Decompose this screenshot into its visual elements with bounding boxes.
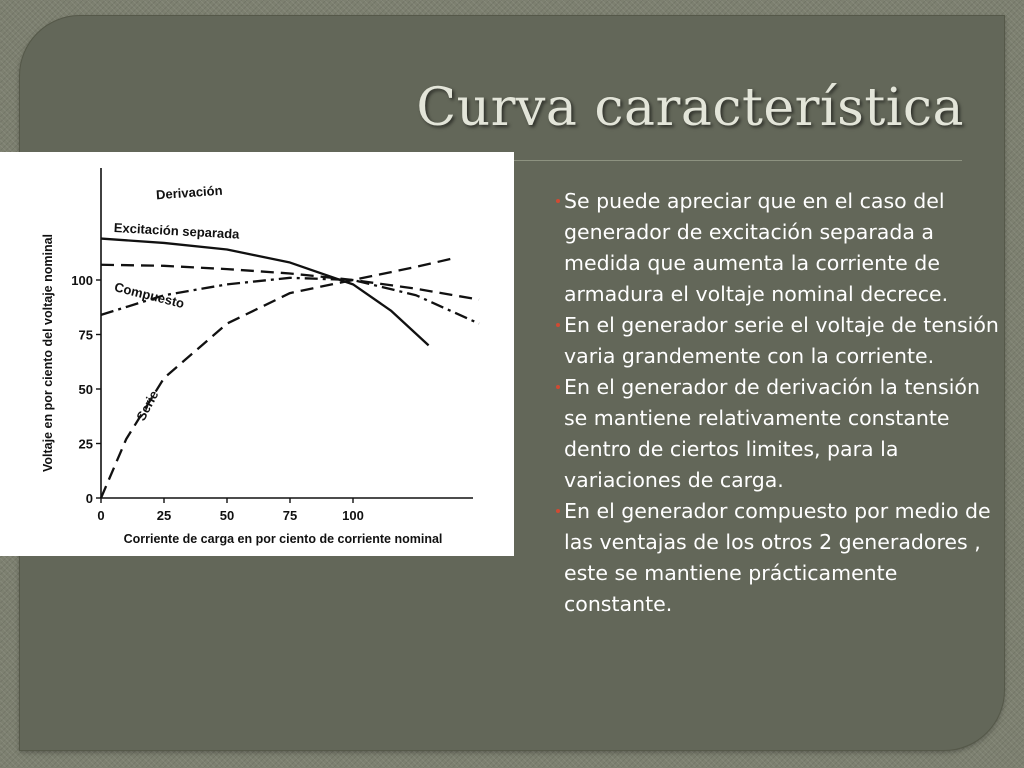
bullet-text: En el generador serie el voltaje de tensión varia grandemente con la corriente. xyxy=(564,313,999,368)
y-tick-label: 25 xyxy=(78,436,93,452)
x-tick-label: 0 xyxy=(97,508,105,523)
bullet-text: En el generador compuesto por medio de las ventajas de los otros 2 generadores , este se mantiene prácticamente constante. xyxy=(564,499,991,616)
title-divider xyxy=(510,160,962,161)
bullet-item xyxy=(556,496,1008,620)
y-tick-label: 75 xyxy=(78,327,93,343)
series-label: Serie xyxy=(133,387,162,424)
bullet-dot-icon xyxy=(556,199,560,203)
x-tick-label: 100 xyxy=(342,508,364,523)
bullet-dot-icon xyxy=(556,385,560,389)
chart-series xyxy=(101,239,479,498)
x-tick-label: 75 xyxy=(282,508,298,523)
bullet-text: Se puede apreciar que en el caso del generador de excitación separada a medida que aumenta la corriente de armadura el voltaje nominal decrece. xyxy=(564,189,949,306)
bullet-item xyxy=(556,372,1008,496)
bullet-text: En el generador de derivación la tensión se mantiene relativamente constante dentro de ciertos limites, para la variaciones de carga. xyxy=(564,375,980,492)
bullet-dot-icon xyxy=(556,323,560,327)
bullet-item xyxy=(556,186,1008,310)
bullet-item xyxy=(556,310,1008,372)
x-axis-label: Corriente de carga en por ciento de corriente nominal xyxy=(123,532,443,546)
bullet-dot-icon xyxy=(556,509,560,513)
y-axis-label: Voltaje en por ciento del voltaje nominal xyxy=(41,233,55,473)
y-tick-label: 0 xyxy=(85,491,93,506)
chart-svg xyxy=(0,152,514,556)
bullet-list xyxy=(556,186,1008,620)
y-tick-label: 50 xyxy=(78,382,93,397)
chart-figure xyxy=(0,152,514,556)
x-tick-label: 25 xyxy=(156,508,172,523)
series-label: Excitación separada xyxy=(113,220,240,242)
series-label: Compuesto xyxy=(112,279,186,312)
series-label: Derivación xyxy=(155,182,223,203)
y-tick-label: 100 xyxy=(71,273,93,288)
x-tick-label: 50 xyxy=(219,508,235,523)
slide-title: Curva característica xyxy=(416,78,964,138)
